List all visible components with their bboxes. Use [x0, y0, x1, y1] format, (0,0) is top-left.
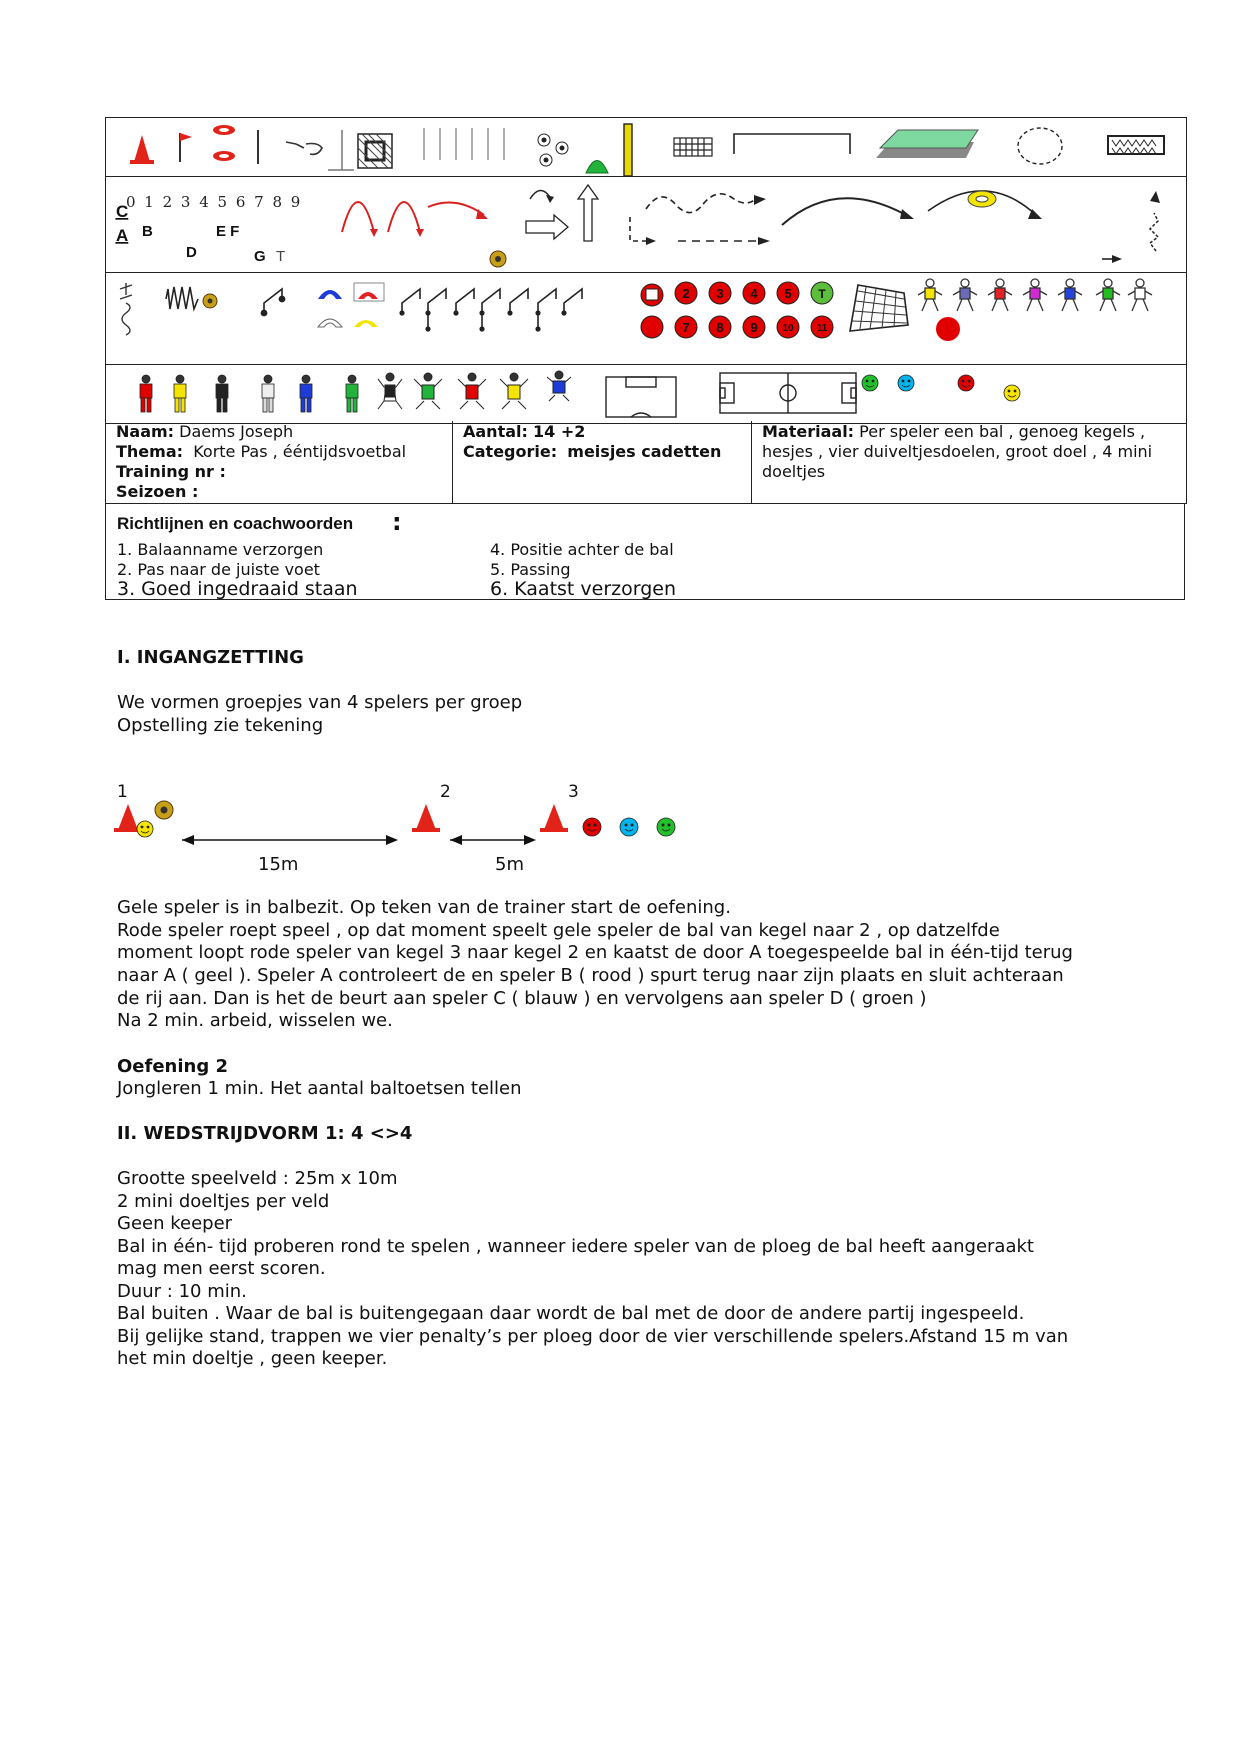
- cone-icon: [412, 804, 440, 832]
- blue-player-smiley-icon: [620, 818, 638, 836]
- info-column-trainer: [106, 421, 453, 503]
- zigzag-arrow-icon: [1150, 213, 1158, 251]
- zigzag-dribble-icon: [166, 287, 217, 309]
- letter-c: C: [116, 202, 129, 221]
- distance-label-5m: 5m: [495, 854, 524, 875]
- cone-label-3: 3: [568, 782, 579, 802]
- lob-arrow-icon: [342, 202, 420, 232]
- training-info: [105, 421, 1187, 504]
- description-line: naar A ( geel ). Speler A controleert de en speler B ( rood ) spurt terug naar zijn plaats en sluit achteraan: [117, 965, 1064, 986]
- player-badge-5-icon: [777, 282, 799, 304]
- description-line: Rode speler roept speel , op dat moment speelt gele speler de bal van kegel naar 2 , op datzelfde: [117, 920, 1000, 941]
- trainer-badge-icon: [811, 282, 833, 304]
- guideline-item: 3. Goed ingedraaid staan: [117, 578, 358, 600]
- letter-g: G: [254, 248, 266, 265]
- open-arrow-icon: [526, 215, 568, 239]
- player-badge-10-icon: [777, 316, 799, 338]
- svg-text:3: 3: [716, 286, 724, 301]
- svg-text:7: 7: [682, 320, 690, 335]
- player-badge-4-icon: [743, 282, 765, 304]
- svg-text:9: 9: [750, 320, 758, 335]
- letter-a: A: [116, 226, 129, 245]
- flag-icon: [180, 133, 192, 162]
- letter-t: T: [276, 248, 286, 265]
- player-badge-11-icon: [811, 316, 833, 338]
- letter-d: D: [186, 244, 197, 261]
- symbol-row-equipment: [106, 118, 1186, 177]
- guideline-item: 5. Passing: [490, 560, 571, 579]
- player-badge-7-icon: [675, 316, 697, 338]
- naam-label: Naam:: [116, 422, 175, 441]
- guidelines-colon: :: [392, 508, 402, 536]
- rule-line: 2 mini doeltjes per veld: [117, 1191, 330, 1212]
- green-player-smiley-icon: [657, 818, 675, 836]
- marker-cone-icon: [586, 161, 608, 174]
- ladder-turn-icon: [286, 142, 322, 154]
- symbol-row-players: [106, 365, 1186, 423]
- svg-text:2: 2: [682, 286, 690, 301]
- rule-line: Grootte speelveld : 25m x 10m: [117, 1168, 398, 1189]
- guideline-item: 2. Pas naar de juiste voet: [117, 560, 320, 579]
- categorie-label: Categorie:: [463, 442, 558, 461]
- intro-line: We vormen groepjes van 4 spelers per groep: [117, 692, 523, 713]
- drill-setup-diagram: [100, 780, 720, 880]
- intro-line: Opstelling zie tekening: [117, 715, 324, 736]
- ball-icon: [490, 251, 506, 267]
- symbol-row-lines: [106, 177, 1186, 273]
- ball-icon: [155, 801, 173, 819]
- description-line: moment loopt rode speler van kegel 3 naar kegel 2 en kaatst de door A toegespeelde bal in één-tijd terug: [117, 942, 1073, 963]
- long-pass-arc-icon: [782, 198, 906, 225]
- player-badge-3-icon: [709, 282, 731, 304]
- player-badge-blank-icon: [641, 316, 663, 338]
- running-players-icon: [918, 279, 1152, 311]
- target-icon: [968, 191, 996, 207]
- hurdle-sequence-icon: [402, 289, 582, 313]
- svg-text:8: 8: [716, 320, 724, 335]
- number-sequence: 0 1 2 3 4 5 6 7 8 9: [126, 193, 303, 211]
- rule-line: Duur : 10 min.: [117, 1281, 247, 1302]
- half-circle-markers-icon: [318, 283, 384, 327]
- zone-circle-icon: [1018, 128, 1062, 164]
- player-figures-icon: [140, 375, 358, 412]
- guideline-item: 4. Positie achter de bal: [490, 540, 674, 559]
- info-column-group: [453, 421, 752, 503]
- mannequin-icon: [328, 130, 354, 170]
- smiley-faces-icon: [862, 375, 1020, 401]
- run-dashed-icon: [630, 217, 646, 241]
- player-badge-2-icon: [675, 282, 697, 304]
- hurdle-slope-icon: [261, 289, 284, 316]
- description-line: de rij aan. Dan is het de beurt aan speler C ( blauw ) en vervolgens aan speler D ( groen ): [117, 988, 927, 1009]
- aantal-value: 14 +2: [533, 422, 586, 441]
- goal-frame-icon: [734, 134, 850, 154]
- cone-label-2: 2: [440, 782, 451, 802]
- red-player-smiley-icon: [583, 818, 601, 836]
- guidelines-title: Richtlijnen en coachwoorden: [117, 514, 354, 533]
- rule-line: Bij gelijke stand, trappen we vier penalty’s per ploeg door de vier verschillende spelers.Afstand 15 m van: [117, 1326, 1069, 1347]
- section-heading-ingangzetting: I. INGANGZETTING: [117, 647, 304, 668]
- materiaal-label: Materiaal:: [762, 422, 855, 441]
- player-badge-1-icon: [641, 284, 663, 306]
- cone-icon: [130, 135, 154, 164]
- guideline-item: 6. Kaatst verzorgen: [490, 578, 677, 600]
- exercise2-text: Jongleren 1 min. Het aantal baltoetsen tellen: [117, 1078, 522, 1099]
- section-heading-wedstrijdvorm: II. WEDSTRIJDVORM 1: 4 <>4: [117, 1123, 413, 1144]
- description-line: Gele speler is in balbezit. Op teken van de trainer start de oefening.: [117, 897, 731, 918]
- thema-label: Thema:: [116, 442, 184, 461]
- up-arrow-icon: [578, 185, 598, 241]
- hurdle-row-icon: [424, 128, 504, 160]
- disc-marker-icon: [213, 125, 235, 161]
- red-ball-icon: [936, 317, 960, 341]
- rule-line: Geen keeper: [117, 1213, 233, 1234]
- net-grid-icon: [674, 138, 712, 156]
- letter-ef: E F: [216, 223, 240, 240]
- guideline-item: 1. Balaanname verzorgen: [117, 540, 324, 559]
- exercise2-heading: Oefening 2: [117, 1056, 229, 1077]
- rule-line: Bal buiten . Waar de bal is buitengegaan daar wordt de bal met de door de andere partij ingespeeld.: [117, 1303, 1025, 1324]
- player-badge-9-icon: [743, 316, 765, 338]
- categorie-value: meisjes cadetten: [567, 442, 722, 461]
- training-number-label: Training nr :: [116, 462, 226, 481]
- mat-icon: [876, 130, 978, 158]
- rule-line: Bal in één- tijd proberen rond te spelen , wanneer iedere speler van de ploeg de bal heeft aangeraakt: [117, 1236, 1034, 1257]
- goalkeeper-figures-icon: [378, 371, 571, 409]
- materiaal-value: Per speler een bal , genoeg kegels , hesjes , vier duiveltjesdoelen, groot doel , 4 mini doeltjes: [762, 422, 1153, 481]
- seizoen-label: Seizoen :: [116, 482, 199, 501]
- spring-player-icon: [120, 283, 132, 335]
- half-pitch-icon: [606, 377, 676, 417]
- turn-arrow-icon: [530, 190, 550, 199]
- goal-net-icon: [1108, 136, 1164, 154]
- rebound-net-icon: [850, 285, 908, 331]
- distance-label-15m: 15m: [258, 854, 299, 875]
- svg-text:5: 5: [784, 286, 792, 301]
- svg-text:11: 11: [816, 323, 828, 334]
- aantal-label: Aantal:: [463, 422, 528, 441]
- symbol-row-training: [106, 273, 1186, 365]
- player-badge-8-icon: [709, 316, 731, 338]
- rule-line: mag men eerst scoren.: [117, 1258, 326, 1279]
- naam-value: Daems Joseph: [179, 422, 294, 441]
- balls-icon: [538, 134, 568, 166]
- description-line: Na 2 min. arbeid, wisselen we.: [117, 1010, 393, 1031]
- box-zone-icon: [358, 134, 392, 168]
- symbol-legend-table: [105, 117, 1187, 424]
- letter-b: B: [142, 223, 153, 240]
- svg-text:T: T: [818, 287, 826, 301]
- info-column-material: [752, 421, 1186, 503]
- thema-value: Korte Pas , ééntijdsvoetbal: [193, 442, 407, 461]
- dribble-dashed-icon: [646, 194, 756, 213]
- svg-text:10: 10: [782, 323, 794, 334]
- cone-label-1: 1: [117, 782, 128, 802]
- cone-icon: [540, 804, 568, 832]
- full-pitch-icon: [720, 373, 856, 413]
- rule-line: het min doeltje , geen keeper.: [117, 1348, 388, 1369]
- yellow-player-smiley-icon: [137, 821, 153, 837]
- svg-text:4: 4: [750, 286, 758, 301]
- curve-pass-arrow-icon: [428, 203, 484, 216]
- yellow-pole-icon: [624, 124, 632, 176]
- coaching-guidelines: [105, 503, 1185, 600]
